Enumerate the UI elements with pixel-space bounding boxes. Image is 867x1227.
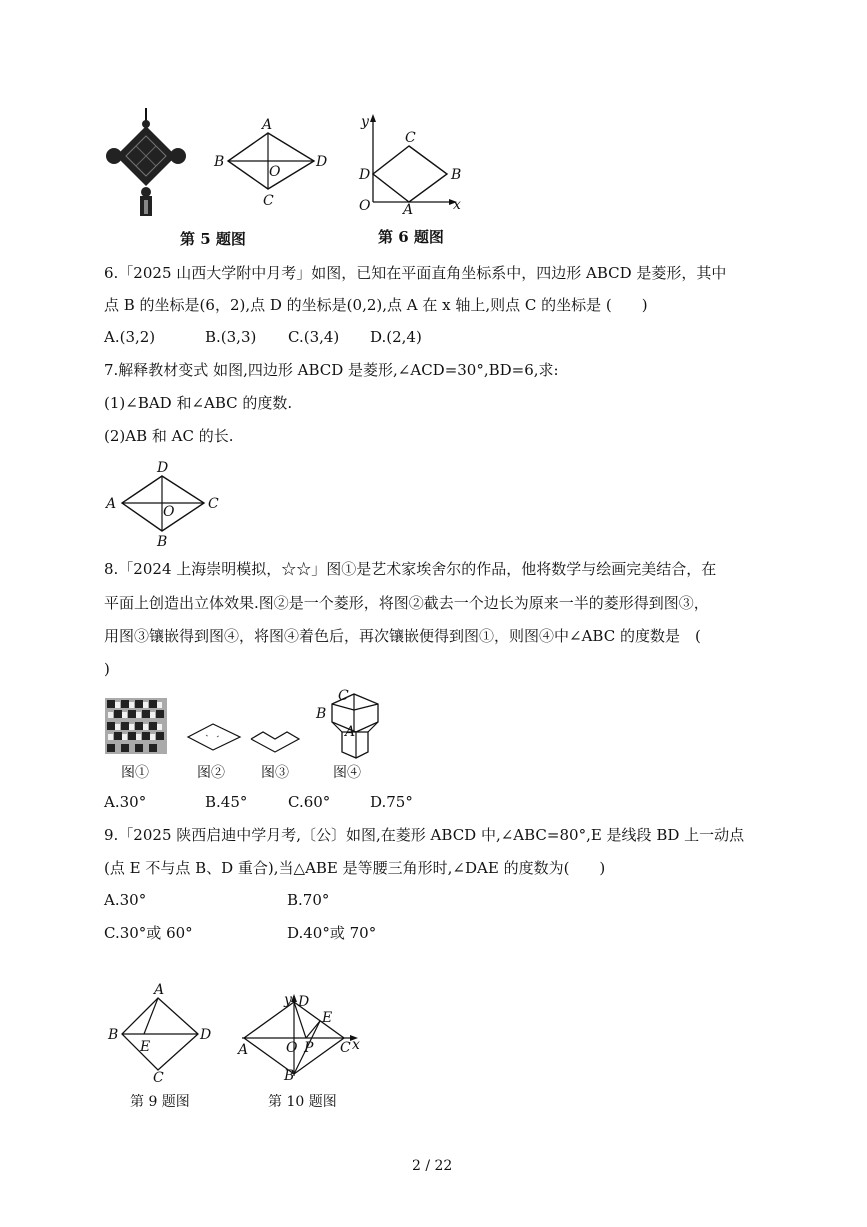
figure-7-rhombus — [104, 458, 234, 548]
q8-line-4: ) — [104, 660, 110, 678]
figure-3-cut-rhombus — [249, 724, 301, 754]
fig4-label-a: A — [345, 724, 356, 740]
figure-10-coordinate-rhombus — [236, 990, 366, 1082]
fig10-label-p: P — [304, 1040, 314, 1056]
fig6-label-d: D — [359, 167, 371, 183]
q8-option-b: B.45° — [205, 793, 248, 811]
fig9-label-d: D — [200, 1027, 212, 1043]
fig10-label-x: x — [352, 1037, 360, 1053]
figure-1-escher-pattern — [105, 698, 167, 754]
q7-line-1: 7.解释教材变式 如图,四边形 ABCD 是菱形,∠ACD=30°,BD=6,求: — [104, 361, 559, 379]
figure-4-tiling — [312, 686, 390, 762]
fig7-label-c: C — [208, 496, 219, 512]
fig5-label-c: C — [263, 193, 274, 209]
fig6-label-a: A — [403, 202, 414, 218]
figure-6-coordinate-rhombus — [355, 110, 465, 218]
q9-line-2: (点 E 不与点 B、D 重合),当△ABE 是等腰三角形时,∠DAE 的度数为( ) — [104, 859, 606, 877]
q8-line-2: 平面上创造出立体效果.图②是一个菱形，将图②截去一个边长为原来一半的菱形得到图③， — [104, 594, 709, 612]
fig5-caption: 第 5 题图 — [180, 230, 246, 248]
fig8-caption-4: 图④ — [333, 765, 361, 781]
q8-line-1: 8.「2024 上海崇明模拟，☆☆」图①是艺术家埃舍尔的作品，他将数学与绘画完美结合，在 — [104, 560, 717, 578]
fig5-label-a: A — [262, 117, 273, 133]
q9-option-a: A.30° — [104, 891, 147, 909]
fig7-label-a: A — [106, 496, 117, 512]
q8-option-c: C.60° — [288, 793, 331, 811]
fig6-label-o: O — [359, 198, 371, 214]
q9-option-c: C.30°或 60° — [104, 924, 193, 942]
fig9-label-c: C — [153, 1070, 164, 1086]
fig5-label-b: B — [214, 154, 225, 170]
figure-5-rhombus — [210, 115, 328, 210]
fig10-label-a: A — [238, 1042, 249, 1058]
fig4-label-b: B — [316, 706, 327, 722]
q8-option-d: D.75° — [370, 793, 413, 811]
fig10-label-o: O — [286, 1040, 298, 1056]
fig9-label-b: B — [108, 1027, 119, 1043]
q9-option-d: D.40°或 70° — [287, 924, 377, 942]
page-number: 2 / 22 — [412, 1158, 453, 1174]
q6-option-d: D.(2,4) — [370, 328, 422, 346]
figure-9-rhombus — [104, 982, 216, 1086]
fig8-caption-1: 图① — [121, 765, 149, 781]
q8-line-3: 用图③镶嵌得到图④，将图④着色后，再次镶嵌便得到图①，则图④中∠ABC 的度数是 ( — [104, 627, 701, 645]
fig10-label-c: C — [340, 1040, 351, 1056]
chinese-knot-image — [104, 108, 188, 220]
figure-2-rhombus — [186, 722, 244, 752]
q7-line-2: (1)∠BAD 和∠ABC 的度数. — [104, 394, 293, 412]
q6-option-c: C.(3,4) — [288, 328, 340, 346]
fig8-caption-2: 图② — [197, 765, 225, 781]
fig5-label-d: D — [316, 154, 328, 170]
q8-option-a: A.30° — [104, 793, 147, 811]
fig6-label-b: B — [451, 167, 462, 183]
fig6-caption: 第 6 题图 — [378, 228, 444, 246]
fig7-label-b: B — [157, 534, 168, 550]
fig5-label-o: O — [269, 164, 281, 180]
q9-option-b: B.70° — [287, 891, 330, 909]
fig8-caption-3: 图③ — [261, 765, 289, 781]
fig7-label-d: D — [157, 460, 169, 476]
fig4-label-c: C — [338, 688, 349, 704]
q6-option-b: B.(3,3) — [205, 328, 257, 346]
fig9-label-e: E — [140, 1039, 151, 1055]
fig10-label-b: B — [284, 1068, 295, 1084]
q6-line-1: 6.「2025 山西大学附中月考」如图，已知在平面直角坐标系中，四边形 ABCD 是菱形，其中 — [104, 264, 727, 282]
fig10-label-y: y — [284, 992, 292, 1008]
fig7-label-o: O — [163, 504, 175, 520]
q7-line-3: (2)AB 和 AC 的长. — [104, 427, 234, 445]
q9-line-1: 9.「2025 陕西启迪中学月考,〔公〕如图,在菱形 ABCD 中,∠ABC=80°,E 是线段 BD 上一动点 — [104, 826, 745, 844]
fig6-label-y: y — [361, 114, 369, 130]
fig10-caption: 第 10 题图 — [268, 1094, 337, 1110]
fig9-label-a: A — [154, 982, 165, 998]
fig10-label-d: D — [298, 994, 310, 1010]
fig10-label-e: E — [322, 1010, 333, 1026]
fig6-label-c: C — [405, 130, 416, 146]
q6-line-2: 点 B 的坐标是(6，2),点 D 的坐标是(0,2),点 A 在 x 轴上,则点 C 的坐标是 ( ) — [104, 296, 648, 314]
fig6-label-x: x — [453, 197, 461, 213]
q6-option-a: A.(3,2) — [104, 328, 156, 346]
fig9-caption: 第 9 题图 — [130, 1094, 190, 1110]
